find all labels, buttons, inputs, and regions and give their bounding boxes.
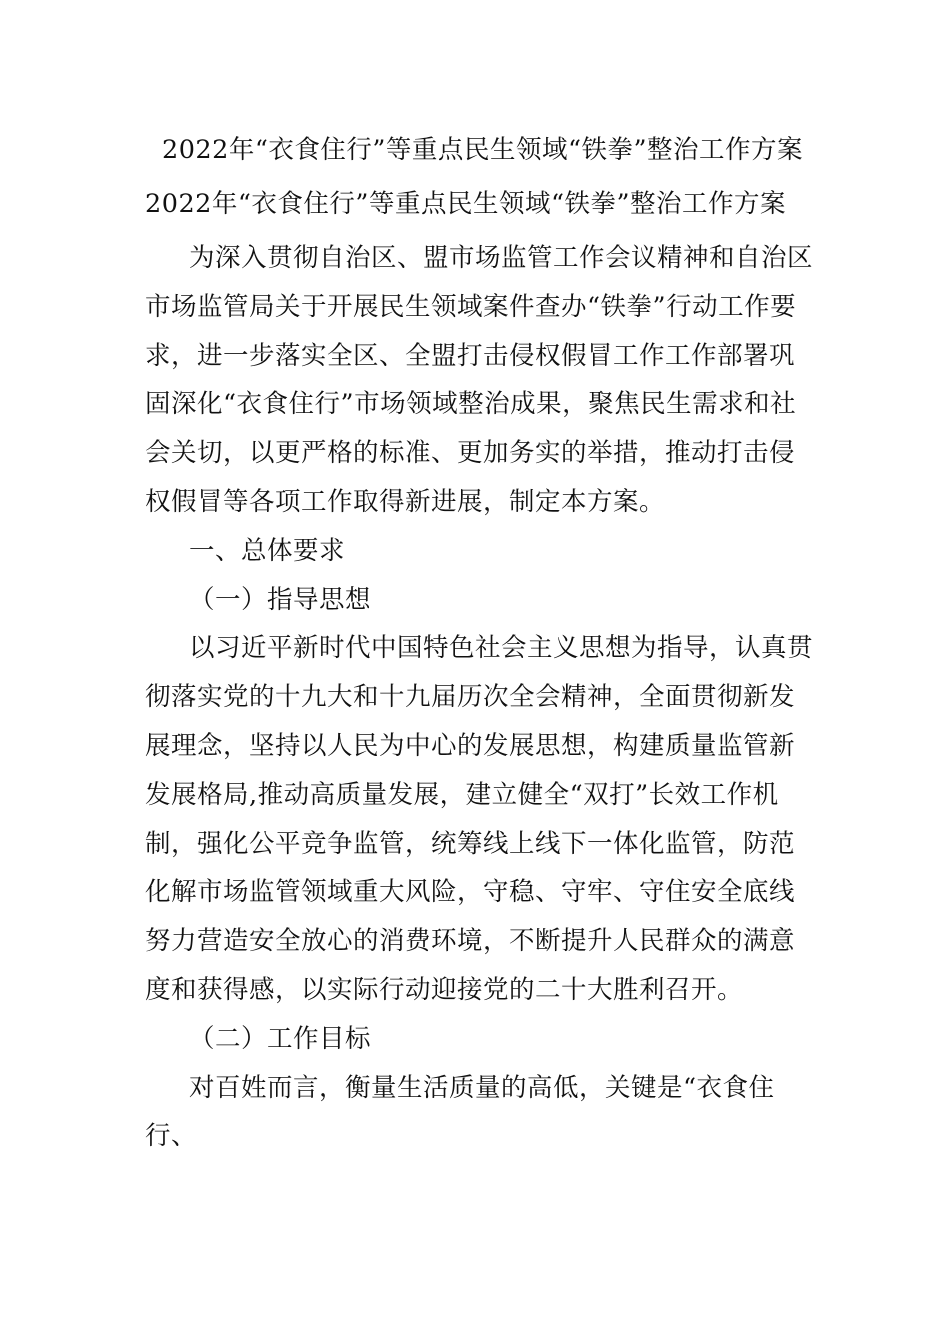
work-goals-paragraph: 对百姓而言，衡量生活质量的高低，关键是“衣食住行、 xyxy=(145,1072,775,1152)
document-title: 2022年“衣食住行”等重点民生领域“铁拳”整治工作方案 xyxy=(161,135,804,165)
document-subtitle: 2022年“衣食住行”等重点民生领域“铁拳”整治工作方案 xyxy=(145,189,787,219)
subsection-heading-guiding-ideology: （一）指导思想 xyxy=(189,584,372,615)
section-heading-general-requirements: 一、总体要求 xyxy=(189,535,346,566)
document-page xyxy=(145,128,820,1161)
intro-paragraph: 为深入贯彻自治区、盟市场监管工作会议精神和自治区市场监管局关于开展民生领域案件查办“铁拳”行动工作要求，进一步落实全区、全盟打击侵权假冒工作工作部署巩固深化“衣食住行”市场领域整治成果，聚焦民生需求和社会关切，以更严格的标准、更加务实的举措，推动打击侵权假冒等各项工作取得新进展，制定本方案。 xyxy=(145,243,814,517)
subsection-heading-work-goals: （二）工作目标 xyxy=(189,1023,372,1054)
guiding-ideology-paragraph: 以习近平新时代中国特色社会主义思想为指导，认真贯彻落实党的十九大和十九届历次全会精神，全面贯彻新发展理念，坚持以人民为中心的发展思想，构建质量监管新发展格局,推动高质量发展，建立健全“双打”长效工作机制，强化公平竞争监管，统筹线上线下一体化监管，防范化解市场监管领域重大风险，守稳、守牢、守住安全底线努力营造安全放心的消费环境，不断提升人民群众的满意度和获得感，以实际行动迎接党的二十大胜利召开。 xyxy=(145,633,814,1005)
